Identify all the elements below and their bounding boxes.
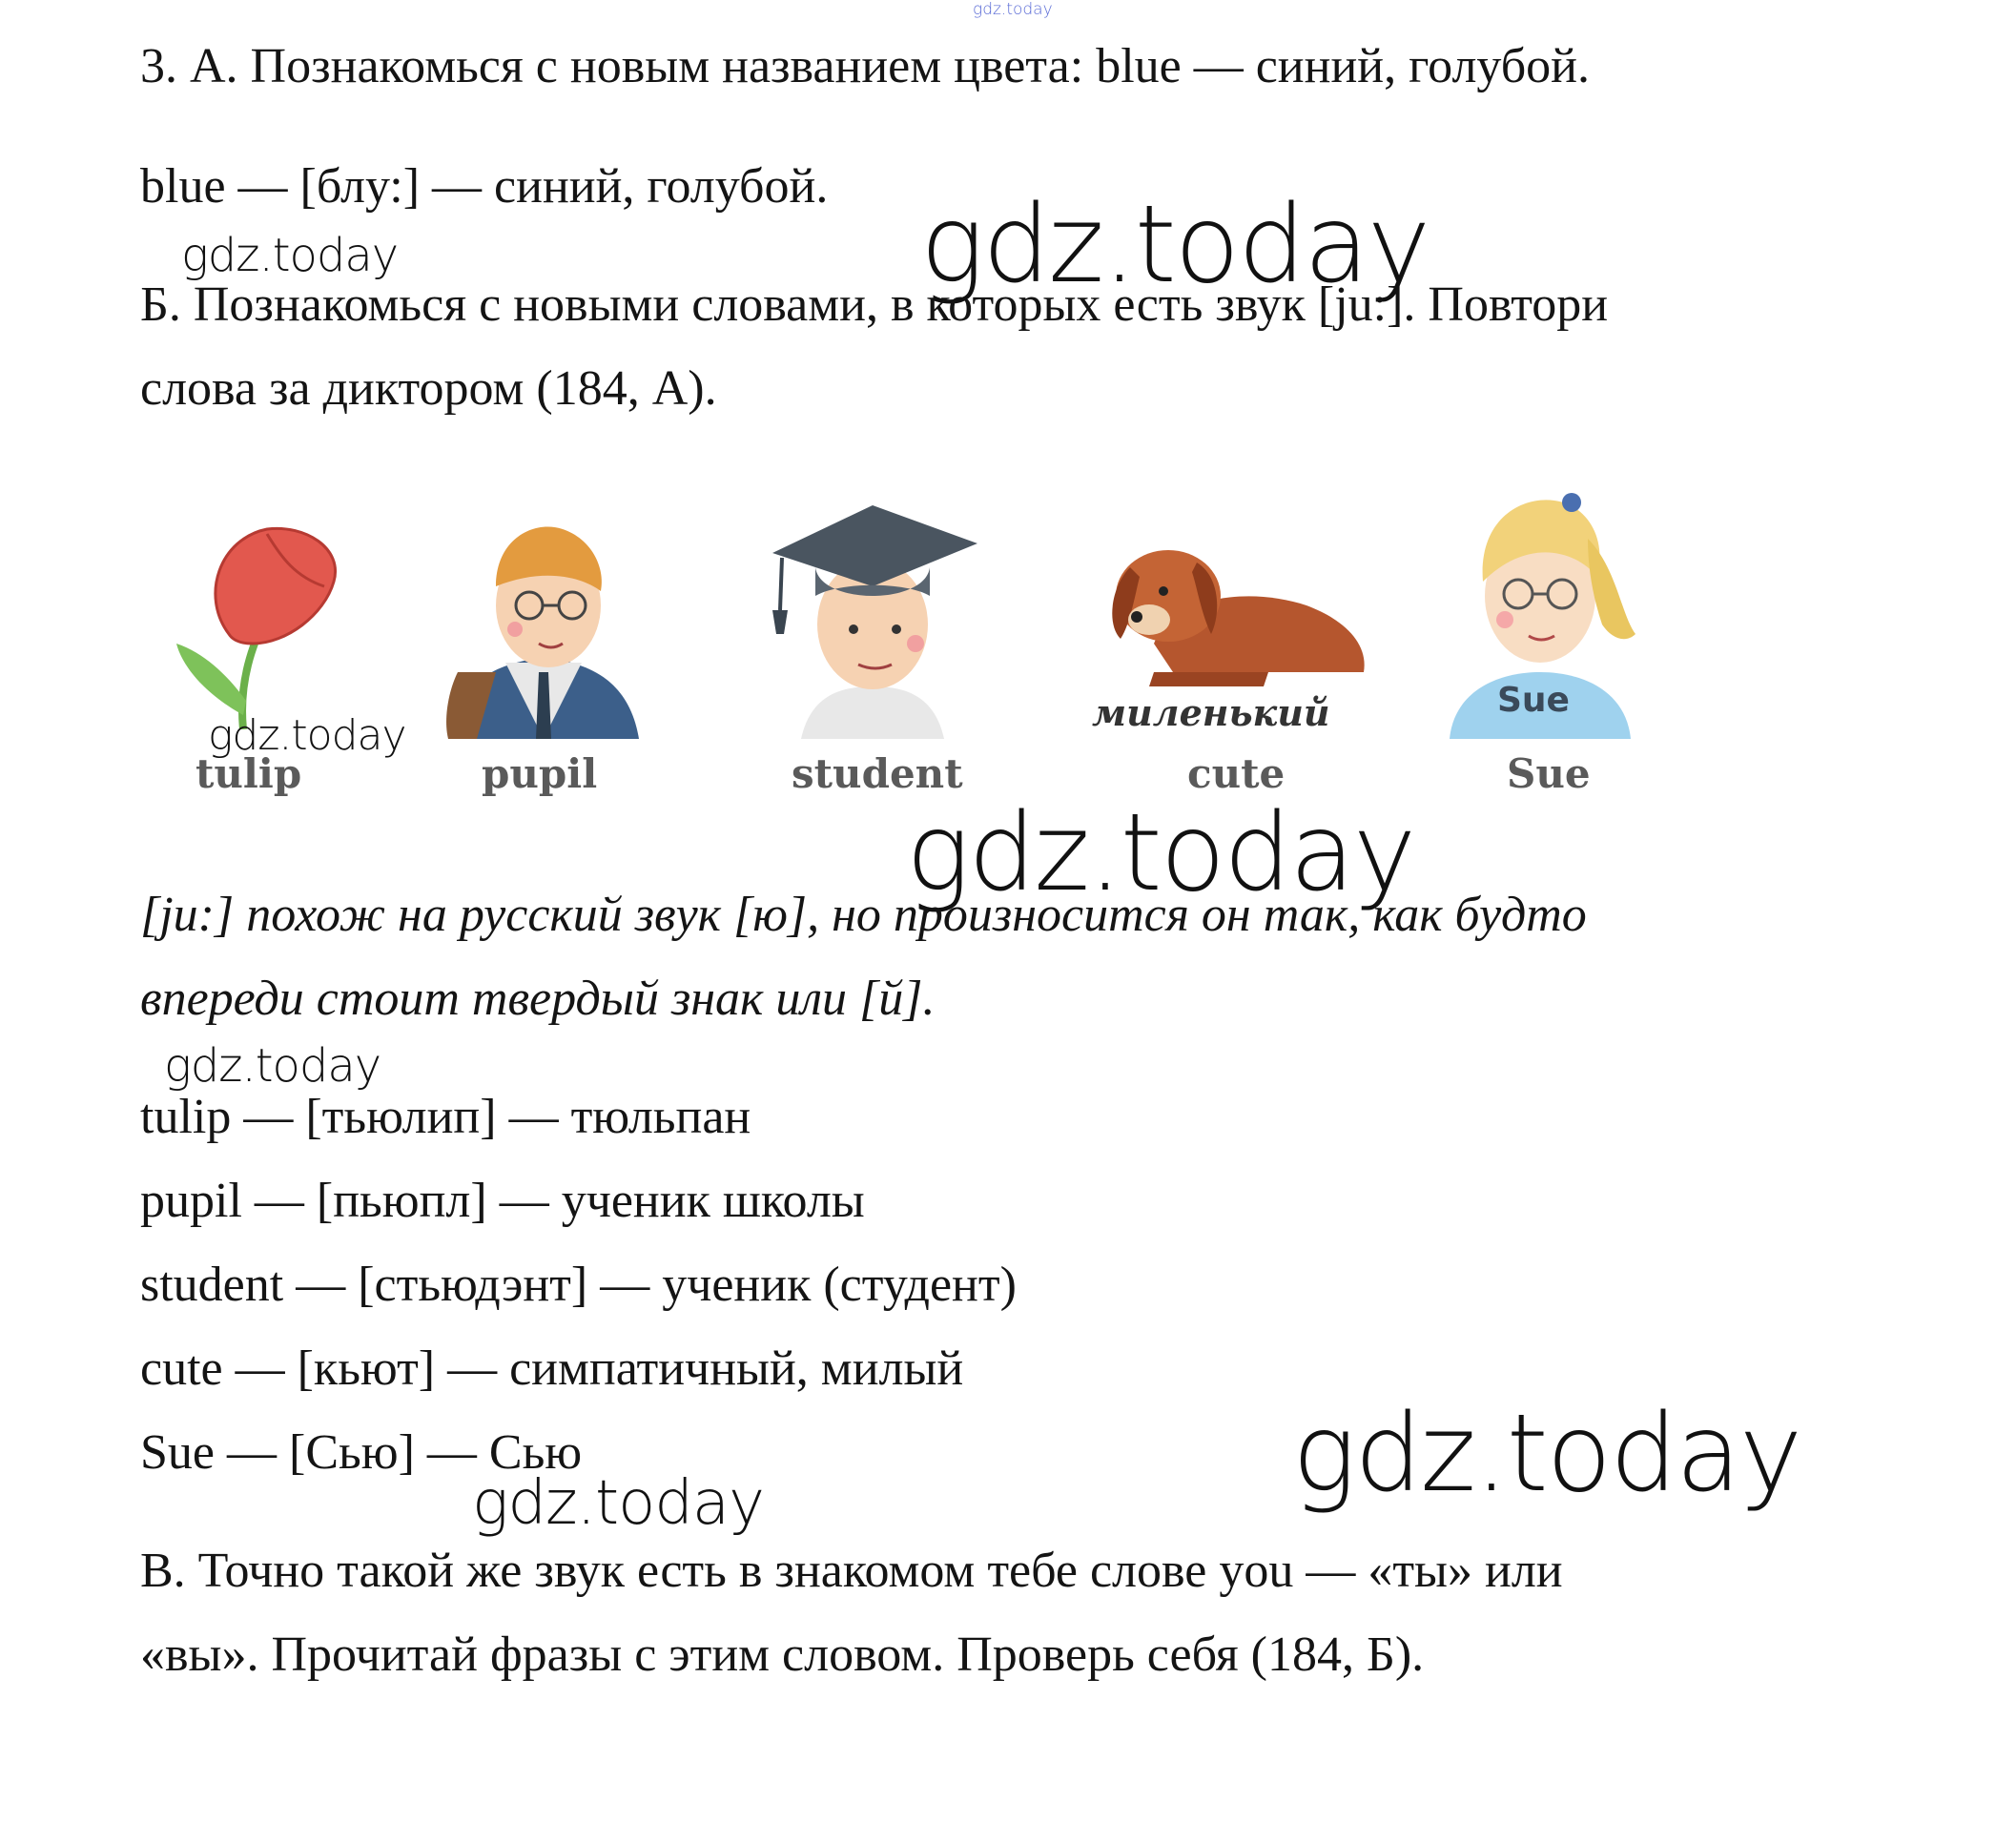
note-line-1: [ju:] похож на русский звук [ю], но произносится он так, как будто <box>140 888 1587 942</box>
tulip-picture <box>162 510 353 729</box>
blue-word-line: blue — [блу:] — синий, голубой. <box>140 159 829 214</box>
watermark-small-1: gdz.today <box>181 229 399 282</box>
watermark-large-1: gdz.today <box>920 183 1430 307</box>
sue-label: Sue <box>1507 750 1591 797</box>
tulip-label: tulip <box>195 750 302 797</box>
section-b-line-1: Б. Познакомься с новыми словами, в которых есть звук [ju:]. Повтори <box>140 277 1609 332</box>
watermark-small-2: gdz.today <box>208 711 406 760</box>
watermark-small-3: gdz.today <box>164 1039 381 1093</box>
sue-shirt-label: Sue <box>1497 681 1570 720</box>
vocab-line-student: student — [стьюдэнт] — ученик (студент) <box>140 1258 1017 1312</box>
pupil-label: pupil <box>482 750 598 797</box>
pupil-picture <box>439 501 648 739</box>
cute-label: cute <box>1187 750 1286 797</box>
vocab-line-pupil: pupil — [пьюпл] — ученик школы <box>140 1174 865 1228</box>
section-c-line-2: «вы». Прочитай фразы с этим словом. Проверь себя (184, Б). <box>140 1627 1425 1682</box>
vocab-line-sue: Sue — [Сью] — Сью <box>140 1425 583 1480</box>
student-picture <box>763 501 982 739</box>
note-line-2: впереди стоит твердый знак или [й]. <box>140 972 936 1026</box>
watermark-large-2: gdz.today <box>906 791 1415 915</box>
cute-handwritten-label: миленький <box>1092 691 1330 734</box>
watermark-small-4: gdz.today <box>472 1468 764 1539</box>
section-c-line-1: В. Точно такой же звук есть в знакомом тебе слове you — «ты» или <box>140 1544 1563 1598</box>
section-b-line-2: слова за диктором (184, А). <box>140 361 717 416</box>
student-label: student <box>792 750 963 797</box>
watermark-large-3: gdz.today <box>1292 1392 1801 1516</box>
watermark-top: gdz.today <box>973 0 1053 19</box>
exercise-heading: 3. А. Познакомься с новым названием цвета: blue — синий, голубой. <box>140 39 1591 93</box>
dog-picture <box>1097 529 1373 691</box>
vocab-line-cute: cute — [кьют] — симпатичный, милый <box>140 1341 964 1396</box>
vocab-line-tulip: tulip — [тьюлип] — тюльпан <box>140 1090 751 1144</box>
